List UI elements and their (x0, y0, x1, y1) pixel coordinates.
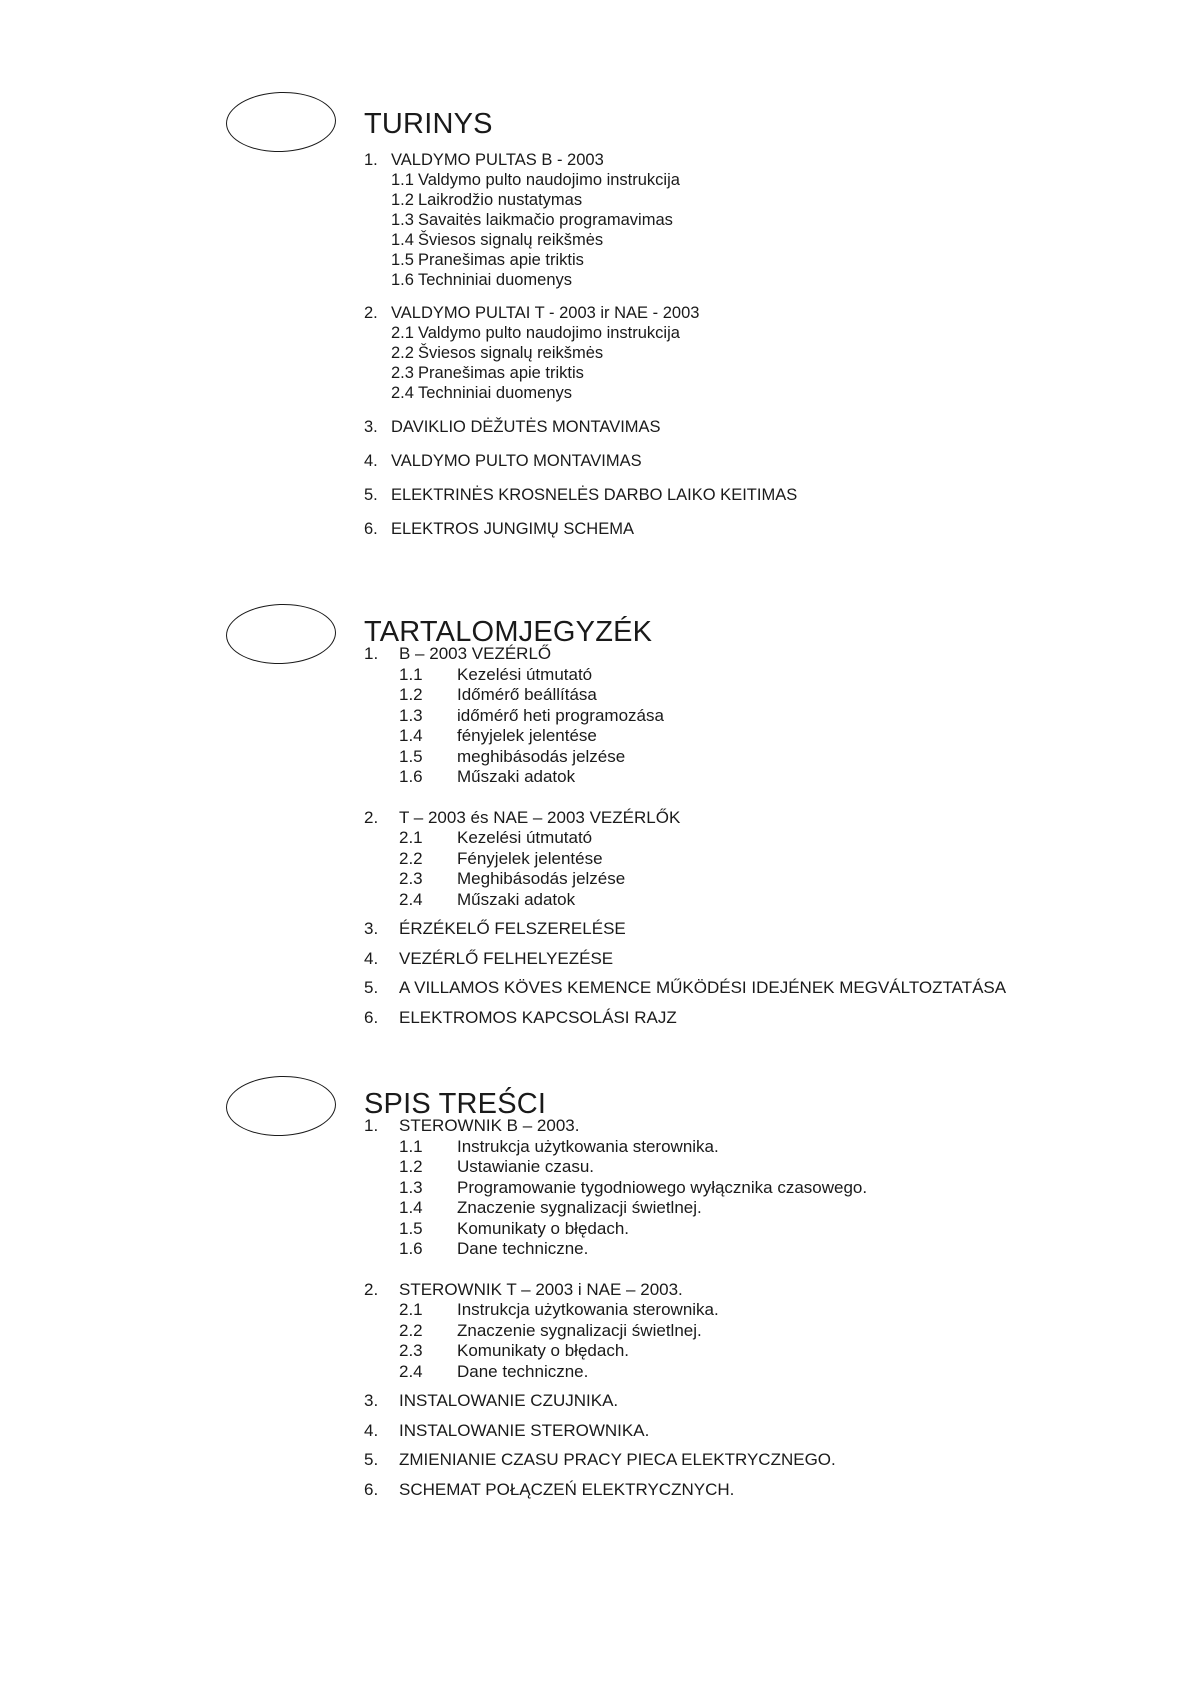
language-badge-oval (225, 90, 337, 154)
toc-item-3 (364, 919, 1144, 940)
toc-subnumber: 1.2 (399, 685, 423, 704)
toc-number: 5. (364, 486, 378, 504)
toc-item-6 (364, 519, 1144, 539)
toc-list (364, 150, 1144, 539)
toc-number: 3. (364, 1391, 379, 1410)
toc-sublabel: időmérő heti programozása (457, 705, 664, 725)
toc-number: 6. (364, 1007, 379, 1027)
toc-number: 2. (364, 1279, 379, 1299)
toc-label: INSTALOWANIE CZUJNIKA. (399, 1391, 619, 1410)
toc-item-5 (364, 485, 1144, 505)
toc-subnumber: 1.6 (399, 767, 423, 786)
section-title: TURINYS (364, 108, 493, 140)
toc-label: ELEKTROS JUNGIMŲ SCHEMA (391, 520, 634, 538)
toc-subitem-1-4 (391, 230, 1144, 250)
toc-entry (364, 1280, 1144, 1301)
toc-subitem-1-3 (391, 210, 1144, 230)
toc-subitem-2-3 (391, 363, 1144, 383)
toc-item-1 (364, 1116, 1144, 1260)
toc-sublist (364, 1137, 1144, 1260)
toc-sublabel: Dane techniczne. (457, 1361, 589, 1381)
toc-subnumber: 1.4 (391, 231, 414, 249)
toc-sublabel: Pranešimas apie triktis (417, 251, 584, 269)
toc-entry (364, 451, 1144, 471)
toc-number: 1. (364, 151, 378, 169)
toc-subnumber: 1.5 (399, 746, 423, 766)
toc-subnumber: 1.4 (399, 726, 423, 745)
toc-item-3 (364, 417, 1144, 437)
toc-label: VALDYMO PULTAS B - 2003 (391, 151, 604, 169)
toc-sublabel: Kezelési útmutató (457, 828, 593, 847)
toc-number: 6. (364, 520, 378, 538)
toc-subnumber: 1.2 (391, 191, 414, 209)
language-badge-oval (225, 1074, 337, 1138)
toc-item-4 (364, 451, 1144, 471)
toc-number: 5. (364, 978, 379, 997)
toc-subitem-2-2 (399, 1321, 1144, 1342)
toc-subitem-2-4 (399, 890, 1144, 911)
toc-label: T – 2003 és NAE – 2003 VEZÉRLŐK (399, 807, 681, 827)
toc-sublabel: Ustawianie czasu. (457, 1157, 595, 1176)
toc-item-3 (364, 1391, 1144, 1412)
toc-subitem-2-1 (391, 323, 1144, 343)
toc-subitem-1-5 (399, 747, 1144, 768)
toc-subnumber: 2.3 (391, 364, 414, 382)
toc-item-2 (364, 808, 1144, 911)
toc-sublabel: fényjelek jelentése (457, 726, 597, 745)
toc-subnumber: 1.5 (399, 1218, 423, 1238)
toc-sublabel: Fényjelek jelentése (457, 848, 603, 868)
toc-sublabel: Znaczenie sygnalizacji świetlnej. (457, 1320, 702, 1340)
toc-subnumber: 2.4 (399, 1361, 423, 1381)
toc-sublist (364, 170, 1144, 290)
toc-item-6 (364, 1480, 1144, 1501)
toc-entry (364, 644, 1144, 665)
toc-subnumber: 1.5 (391, 251, 414, 269)
toc-subitem-2-4 (391, 383, 1144, 403)
toc-subnumber: 2.4 (391, 384, 414, 402)
toc-sublabel: Pranešimas apie triktis (417, 364, 584, 382)
toc-subitem-1-4 (399, 726, 1144, 747)
language-badge-oval (225, 602, 337, 666)
toc-subnumber: 1.1 (399, 664, 423, 684)
toc-sublabel: Savaitės laikmačio programavimas (417, 211, 673, 229)
toc-entry (364, 303, 1144, 323)
toc-item-2 (364, 303, 1144, 403)
toc-subnumber: 1.3 (391, 211, 414, 229)
toc-list (364, 644, 1144, 1028)
toc-subitem-2-2 (391, 343, 1144, 363)
toc-entry (364, 978, 1144, 999)
toc-item-1 (364, 150, 1144, 290)
toc-item-4 (364, 1421, 1144, 1442)
toc-entry (364, 1480, 1144, 1501)
toc-label: B – 2003 VEZÉRLŐ (399, 644, 552, 663)
toc-label: ELEKTRINĖS KROSNELĖS DARBO LAIKO KEITIMAS (391, 486, 798, 504)
toc-sublabel: Instrukcja użytkowania sterownika. (457, 1300, 719, 1319)
toc-sublabel: Időmérő beállítása (457, 685, 597, 704)
toc-entry (364, 949, 1144, 970)
toc-list (364, 1116, 1144, 1500)
toc-subitem-1-1 (399, 1137, 1144, 1158)
toc-number: 4. (364, 452, 378, 470)
toc-entry (364, 519, 1144, 539)
toc-label: ELEKTROMOS KAPCSOLÁSI RAJZ (399, 1007, 677, 1027)
toc-subitem-1-6 (399, 1239, 1144, 1260)
toc-number: 6. (364, 1479, 379, 1499)
toc-sublabel: Instrukcja użytkowania sterownika. (457, 1136, 719, 1156)
toc-sublabel: Valdymo pulto naudojimo instrukcija (417, 171, 680, 189)
toc-sublabel: meghibásodás jelzése (457, 746, 626, 766)
toc-subitem-1-4 (399, 1198, 1144, 1219)
toc-subitem-1-1 (399, 665, 1144, 686)
section-title: SPIS TREŚCI (364, 1088, 547, 1120)
toc-sublabel: Znaczenie sygnalizacji świetlnej. (457, 1198, 702, 1217)
toc-subnumber: 2.3 (399, 869, 423, 888)
toc-number: 1. (364, 1116, 379, 1135)
section-title: TARTALOMJEGYZÉK (364, 616, 653, 648)
toc-sublabel: Komunikaty o błędach. (457, 1218, 629, 1238)
toc-item-5 (364, 978, 1144, 999)
toc-subitem-2-3 (399, 869, 1144, 890)
toc-label: INSTALOWANIE STEROWNIKA. (399, 1420, 650, 1440)
toc-sublabel: Dane techniczne. (457, 1239, 589, 1258)
toc-label: A VILLAMOS KÖVES KEMENCE MŰKÖDÉSI IDEJÉNEK MEGVÁLTOZTATÁSA (399, 978, 1007, 997)
toc-subnumber: 1.1 (399, 1136, 423, 1156)
toc-entry (364, 1008, 1144, 1029)
toc-sublabel: Techniniai duomenys (417, 271, 573, 289)
toc-label: STEROWNIK B – 2003. (399, 1116, 580, 1135)
toc-subitem-2-4 (399, 1362, 1144, 1383)
toc-sublabel: Kezelési útmutató (457, 664, 593, 684)
toc-entry (364, 1391, 1144, 1412)
toc-label: ZMIENIANIE CZASU PRACY PIECA ELEKTRYCZNEGO. (399, 1450, 836, 1469)
toc-label: VALDYMO PULTAI T - 2003 ir NAE - 2003 (391, 304, 700, 322)
toc-sublabel: Meghibásodás jelzése (457, 869, 626, 888)
toc-subnumber: 1.1 (391, 171, 414, 189)
toc-sublist (364, 828, 1144, 910)
toc-subnumber: 1.3 (399, 705, 423, 725)
toc-sublist (364, 323, 1144, 403)
toc-label: VEZÉRLŐ FELHELYEZÉSE (399, 948, 614, 968)
toc-subitem-1-5 (399, 1219, 1144, 1240)
toc-sublabel: Laikrodžio nustatymas (417, 191, 583, 209)
toc-entry (364, 150, 1144, 170)
toc-number: 3. (364, 919, 379, 938)
toc-sublabel: Műszaki adatok (457, 889, 576, 909)
toc-subitem-2-2 (399, 849, 1144, 870)
toc-number: 1. (364, 644, 379, 663)
toc-label: VALDYMO PULTO MONTAVIMAS (391, 452, 642, 470)
toc-sublist (364, 1300, 1144, 1382)
toc-number: 5. (364, 1450, 379, 1469)
toc-subitem-1-5 (391, 250, 1144, 270)
toc-subnumber: 1.3 (399, 1177, 423, 1197)
toc-entry (364, 808, 1144, 829)
toc-sublabel: Műszaki adatok (457, 767, 576, 786)
toc-subitem-1-2 (391, 190, 1144, 210)
toc-subitem-1-3 (399, 706, 1144, 727)
toc-entry (364, 417, 1144, 437)
toc-subnumber: 1.6 (399, 1239, 423, 1258)
toc-entry (364, 1116, 1144, 1137)
toc-subnumber: 2.2 (399, 848, 423, 868)
toc-subnumber: 2.1 (391, 324, 414, 342)
toc-entry (364, 919, 1144, 940)
toc-subitem-1-2 (399, 1157, 1144, 1178)
toc-entry (364, 485, 1144, 505)
toc-item-6 (364, 1008, 1144, 1029)
toc-subnumber: 1.6 (391, 271, 414, 289)
toc-subitem-2-1 (399, 828, 1144, 849)
toc-item-4 (364, 949, 1144, 970)
toc-subnumber: 2.4 (399, 889, 423, 909)
toc-entry (364, 1421, 1144, 1442)
toc-sublabel: Techniniai duomenys (417, 384, 573, 402)
toc-subnumber: 2.2 (399, 1320, 423, 1340)
toc-label: SCHEMAT POŁĄCZEŃ ELEKTRYCZNYCH. (399, 1479, 735, 1499)
toc-subitem-1-3 (399, 1178, 1144, 1199)
toc-subitem-1-6 (391, 270, 1144, 290)
toc-subitem-1-6 (399, 767, 1144, 788)
toc-sublabel: Šviesos signalų reikšmės (417, 344, 604, 362)
toc-number: 2. (364, 807, 379, 827)
toc-subitem-1-2 (399, 685, 1144, 706)
toc-item-2 (364, 1280, 1144, 1383)
toc-subitem-2-1 (399, 1300, 1144, 1321)
toc-subitem-2-3 (399, 1341, 1144, 1362)
toc-subnumber: 1.2 (399, 1157, 423, 1176)
toc-label: ÉRZÉKELŐ FELSZERELÉSE (399, 919, 626, 938)
toc-item-5 (364, 1450, 1144, 1471)
toc-item-1 (364, 644, 1144, 788)
toc-subitem-1-1 (391, 170, 1144, 190)
toc-subnumber: 1.4 (399, 1198, 423, 1217)
toc-number: 4. (364, 948, 379, 968)
toc-subnumber: 2.2 (391, 344, 414, 362)
toc-label: DAVIKLIO DĖŽUTĖS MONTAVIMAS (391, 418, 661, 436)
toc-label: STEROWNIK T – 2003 i NAE – 2003. (399, 1279, 683, 1299)
toc-number: 2. (364, 304, 378, 322)
toc-sublist (364, 665, 1144, 788)
toc-subnumber: 2.1 (399, 828, 423, 847)
toc-sublabel: Programowanie tygodniowego wyłącznika czasowego. (457, 1177, 868, 1197)
toc-number: 3. (364, 418, 378, 436)
toc-subnumber: 2.3 (399, 1341, 423, 1360)
toc-sublabel: Šviesos signalų reikšmės (417, 231, 604, 249)
toc-sublabel: Komunikaty o błędach. (457, 1341, 629, 1360)
toc-sublabel: Valdymo pulto naudojimo instrukcija (417, 324, 680, 342)
toc-number: 4. (364, 1420, 379, 1440)
toc-subnumber: 2.1 (399, 1300, 423, 1319)
toc-entry (364, 1450, 1144, 1471)
